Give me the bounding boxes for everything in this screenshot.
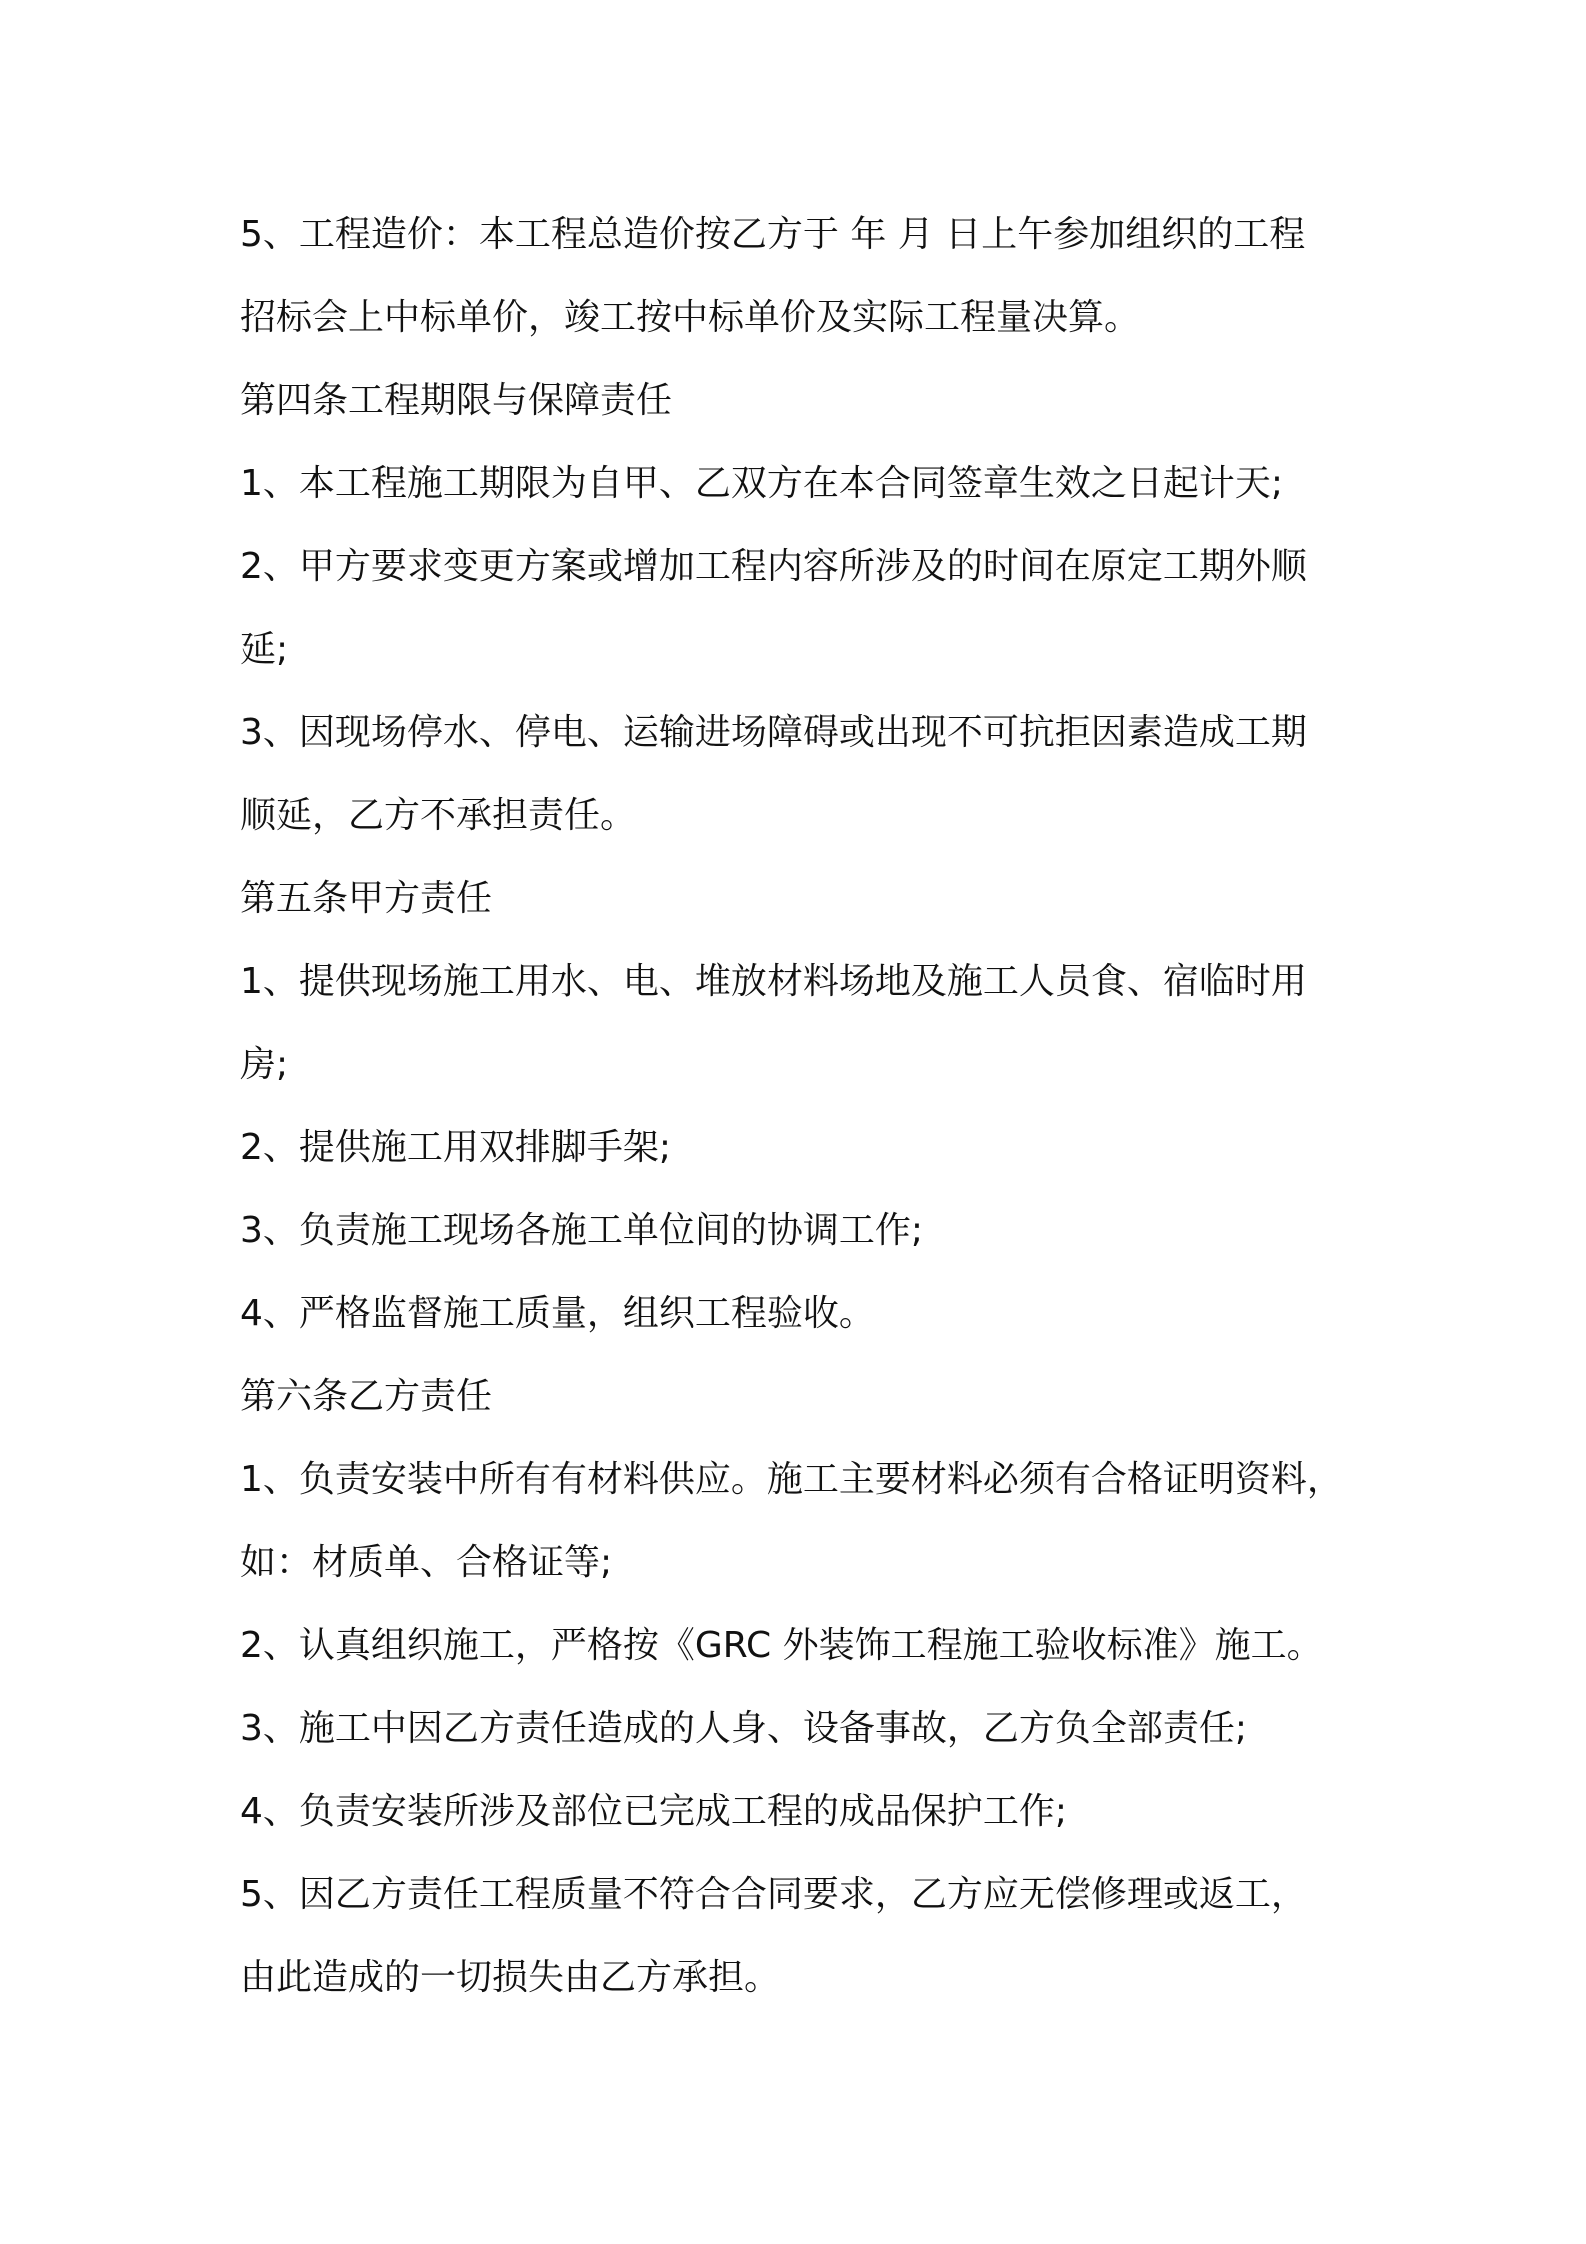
text-line: 房; [240,1044,289,1085]
text-line: 2、提供施工用双排脚手架; [240,1127,672,1168]
section-heading: 第四条工程期限与保障责任 [240,380,673,421]
text-line: 3、施工中因乙方责任造成的人身、设备事故，乙方负全部责任; [240,1708,1248,1749]
section-heading: 第六条乙方责任 [240,1376,493,1417]
text-line: 1、提供现场施工用水、电、堆放材料场地及施工人员食、宿临时用 [240,961,1307,1002]
text-line: 2、甲方要求变更方案或增加工程内容所涉及的时间在原定工期外顺 [240,546,1307,587]
text-line: 5、工程造价：本工程总造价按乙方于 年 月 日上午参加组织的工程 [240,214,1306,255]
text-line: 如：材质单、合格证等; [240,1542,613,1583]
text-line: 3、负责施工现场各施工单位间的协调工作; [240,1210,924,1251]
document-body [240,193,1360,2019]
text-line: 2、认真组织施工，严格按《GRC 外装饰工程施工验收标准》施工。 [240,1625,1323,1666]
text-line: 3、因现场停水、停电、运输进场障碍或出现不可抗拒因素造成工期 [240,712,1307,753]
text-line: 5、因乙方责任工程质量不符合合同要求，乙方应无偿修理或返工， [240,1874,1307,1915]
text-line: 由此造成的一切损失由乙方承担。 [240,1957,781,1998]
text-line: 招标会上中标单价，竣工按中标单价及实际工程量决算。 [240,297,1141,338]
section-heading: 第五条甲方责任 [240,878,493,919]
text-line: 4、严格监督施工质量，组织工程验收。 [240,1293,875,1334]
text-line: 顺延，乙方不承担责任。 [240,795,637,836]
text-line: 4、负责安装所涉及部位已完成工程的成品保护工作; [240,1791,1068,1832]
text-line: 1、负责安装中所有有材料供应。施工主要材料必须有合格证明资料， [240,1459,1343,1500]
text-line: 1、本工程施工期限为自甲、乙双方在本合同签章生效之日起计天; [240,463,1284,504]
text-line: 延; [240,629,289,670]
